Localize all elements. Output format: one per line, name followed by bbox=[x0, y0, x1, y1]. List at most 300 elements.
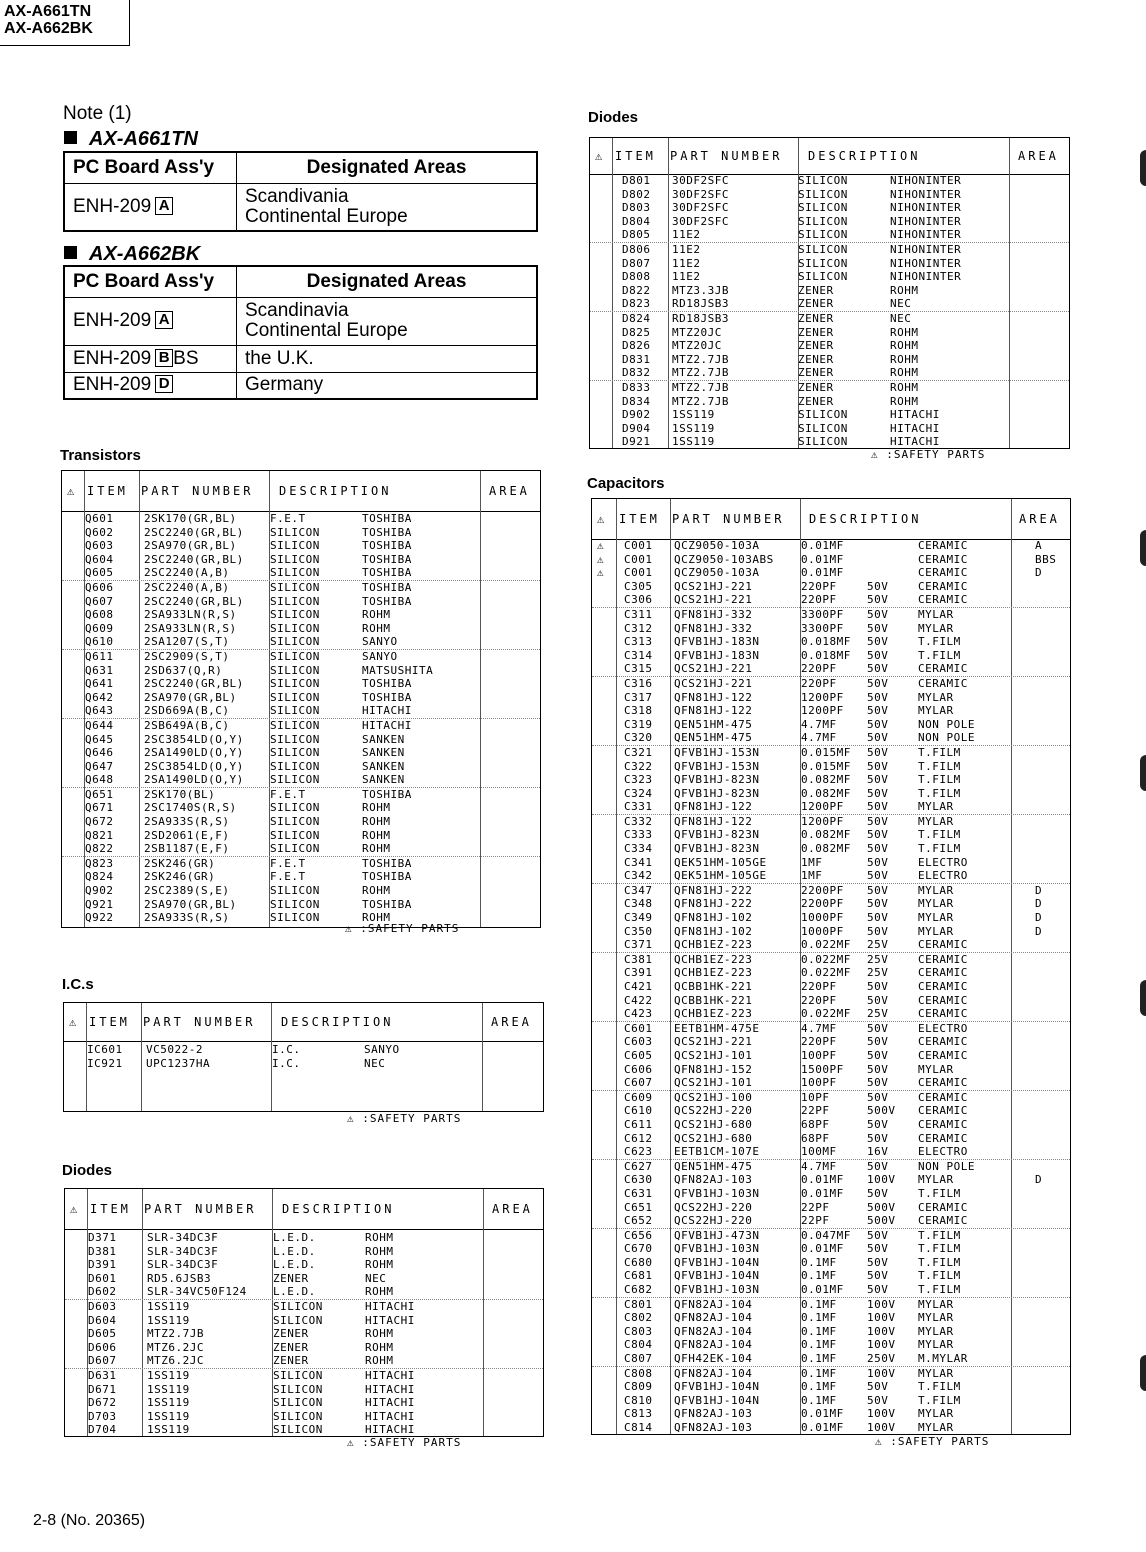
cell-value: 3300PF bbox=[801, 607, 844, 621]
table-row bbox=[65, 1396, 543, 1410]
cell-value: 0.01MF bbox=[801, 1407, 844, 1421]
cell-item: D601 bbox=[88, 1271, 117, 1285]
cell-item: C609 bbox=[624, 1090, 653, 1104]
table-row bbox=[590, 312, 1069, 326]
header-description: DESCRIPTION bbox=[809, 512, 922, 526]
cell-part-number: 1SS119 bbox=[672, 421, 715, 435]
cell-maker: TOSHIBA bbox=[362, 856, 412, 870]
cell-maker: NIHONINTER bbox=[890, 174, 962, 187]
cell-safety-icon: ⚠ bbox=[597, 539, 605, 552]
cell-type: T.FILM bbox=[918, 1228, 961, 1242]
cell-part-number: QCHB1EZ-223 bbox=[674, 952, 753, 966]
cell-part-number: QFVB1HJ-473N bbox=[674, 1228, 760, 1242]
table-row bbox=[62, 801, 540, 815]
cell-value: 0.015MF bbox=[801, 745, 851, 759]
cell-voltage: 50V bbox=[867, 607, 889, 621]
table-row bbox=[590, 297, 1069, 312]
cell-value: 68PF bbox=[801, 1117, 830, 1131]
cell-value: 1200PF bbox=[801, 704, 844, 718]
cell-item: C606 bbox=[624, 1062, 653, 1076]
cell-item: C803 bbox=[624, 1324, 653, 1338]
cell-value: 10PF bbox=[801, 1090, 830, 1104]
cell-type: MYLAR bbox=[918, 1311, 954, 1325]
cell-maker: SANKEN bbox=[362, 759, 405, 773]
cell-part-number: QFVB1HJ-103N bbox=[674, 1242, 760, 1256]
cell-item: C323 bbox=[624, 773, 653, 787]
cell-part-number: 2SK170(GR,BL) bbox=[144, 512, 237, 525]
cell-value: 0.047MF bbox=[801, 1228, 851, 1242]
cell-item: D921 bbox=[622, 435, 651, 449]
table-row bbox=[592, 662, 1070, 677]
area-code-box: D bbox=[155, 375, 173, 393]
cell-value: 0.1MF bbox=[801, 1352, 837, 1366]
cell-description: SILICON bbox=[270, 635, 320, 649]
cell-maker: ROHM bbox=[365, 1327, 394, 1341]
cell-part-number: 2SB649A(B,C) bbox=[144, 718, 230, 732]
cell-maker: ROHM bbox=[890, 394, 919, 408]
cell-voltage: 50V bbox=[867, 814, 889, 828]
cell-maker: HITACHI bbox=[365, 1409, 415, 1423]
cell-item: D391 bbox=[88, 1258, 117, 1272]
cell-value: 22PF bbox=[801, 1200, 830, 1214]
cell-voltage: 100V bbox=[867, 1366, 896, 1380]
cell-part-number: QFVB1HJ-103N bbox=[674, 1186, 760, 1200]
cell-description: SILICON bbox=[270, 842, 320, 856]
cell-part-number: 30DF2SFC bbox=[672, 174, 729, 187]
cell-item: C681 bbox=[624, 1269, 653, 1283]
cell-value: 220PF bbox=[801, 662, 837, 676]
cell-type: T.FILM bbox=[918, 635, 961, 649]
table-row bbox=[592, 1311, 1070, 1325]
cell-item: C331 bbox=[624, 800, 653, 814]
table-row bbox=[62, 829, 540, 843]
cell-part-number: MTZ6.2JC bbox=[147, 1340, 204, 1354]
cell-part-number: 11E2 bbox=[672, 256, 701, 270]
cell-maker: ROHM bbox=[365, 1258, 394, 1272]
cell-item: D672 bbox=[88, 1396, 117, 1410]
board-cell: ENH-209 A bbox=[64, 183, 237, 231]
table-row bbox=[592, 925, 1070, 939]
header-safety-icon: ⚠ bbox=[70, 1202, 81, 1216]
cell-item: Q651 bbox=[85, 787, 114, 801]
table-body bbox=[62, 512, 540, 925]
cell-item: C311 bbox=[624, 607, 653, 621]
header-safety-icon: ⚠ bbox=[67, 484, 78, 498]
cell-item: C349 bbox=[624, 911, 653, 925]
table-row bbox=[592, 1007, 1070, 1022]
cell-maker: HITACHI bbox=[890, 435, 940, 449]
cell-voltage: 500V bbox=[867, 1200, 896, 1214]
cell-item: C317 bbox=[624, 690, 653, 704]
cell-part-number: QCZ9050-103A bbox=[674, 539, 760, 552]
cell-part-number: QEK51HM-105GE bbox=[674, 855, 767, 869]
cell-value: 220PF bbox=[801, 593, 837, 607]
cell-item: D607 bbox=[88, 1354, 117, 1368]
area-code-box: A bbox=[155, 311, 173, 329]
cell-item: Q603 bbox=[85, 539, 114, 553]
diodes-left-table bbox=[64, 1188, 544, 1437]
cell-part-number: QCZ9050-103ABS bbox=[674, 552, 774, 566]
cell-description: L.E.D. bbox=[273, 1258, 316, 1272]
cell-maker: TOSHIBA bbox=[362, 512, 412, 525]
cell-description: I.C. bbox=[272, 1056, 301, 1070]
cell-item: C316 bbox=[624, 676, 653, 690]
cell-description: ZENER bbox=[798, 297, 834, 311]
cell-part-number: QFVB1HJ-104N bbox=[674, 1255, 760, 1269]
cell-area: D bbox=[1035, 897, 1043, 911]
cell-part-number: 2SA970(GR,BL) bbox=[144, 690, 237, 704]
table-body bbox=[65, 1231, 543, 1437]
cell-description: SILICON bbox=[270, 732, 320, 746]
area-code-box: B bbox=[155, 349, 173, 367]
cell-item: D823 bbox=[622, 297, 651, 311]
cell-part-number: QFN82AJ-103 bbox=[674, 1173, 753, 1187]
cell-part-number: 2SC2909(S,T) bbox=[144, 649, 230, 663]
cell-voltage: 50V bbox=[867, 745, 889, 759]
table-row bbox=[592, 593, 1070, 608]
cell-item: D806 bbox=[622, 242, 651, 256]
table-row bbox=[592, 1022, 1070, 1036]
cell-value: 0.1MF bbox=[801, 1269, 837, 1283]
cell-part-number: QCS21HJ-680 bbox=[674, 1117, 753, 1131]
cell-item: C603 bbox=[624, 1035, 653, 1049]
cell-description: SILICON bbox=[270, 649, 320, 663]
table-row bbox=[592, 856, 1070, 870]
cell-value: 22PF bbox=[801, 1104, 830, 1118]
cell-item: Q824 bbox=[85, 870, 114, 884]
cell-part-number: MTZ2.7JB bbox=[672, 352, 729, 366]
cell-part-number: EETB1HM-475E bbox=[674, 1021, 760, 1035]
cell-item: C306 bbox=[624, 593, 653, 607]
cell-item: C305 bbox=[624, 579, 653, 593]
cell-voltage: 50V bbox=[867, 676, 889, 690]
cell-description: SILICON bbox=[270, 677, 320, 691]
cell-item: D807 bbox=[622, 256, 651, 270]
cell-item: D832 bbox=[622, 366, 651, 380]
table-row bbox=[592, 966, 1070, 980]
cell-voltage: 50V bbox=[867, 717, 889, 731]
cell-item: D605 bbox=[88, 1327, 117, 1341]
cell-area: D bbox=[1035, 1173, 1043, 1187]
cell-voltage: 500V bbox=[867, 1104, 896, 1118]
cell-part-number: QFN81HJ-122 bbox=[674, 800, 753, 814]
cell-type: MYLAR bbox=[918, 1297, 954, 1311]
header-safety-icon: ⚠ bbox=[597, 512, 608, 526]
cell-type: MYLAR bbox=[918, 1366, 954, 1380]
safety-note: ⚠ :SAFETY PARTS bbox=[875, 1435, 990, 1448]
binding-hole bbox=[1140, 1355, 1146, 1391]
cell-item: D902 bbox=[622, 408, 651, 422]
cell-voltage: 50V bbox=[867, 1283, 889, 1297]
cell-part-number: QFVB1HJ-183N bbox=[674, 648, 760, 662]
cell-part-number: 2SA933S(R,S) bbox=[144, 815, 230, 829]
cell-value: 0.01MF bbox=[801, 552, 844, 566]
cell-part-number: QFN82AJ-104 bbox=[674, 1338, 753, 1352]
cell-value: 0.015MF bbox=[801, 759, 851, 773]
table-row bbox=[590, 257, 1069, 271]
cell-voltage: 100V bbox=[867, 1324, 896, 1338]
cell-voltage: 50V bbox=[867, 993, 889, 1007]
cell-item: Q608 bbox=[85, 608, 114, 622]
cell-value: 220PF bbox=[801, 676, 837, 690]
cell-type: T.FILM bbox=[918, 842, 961, 856]
table-row bbox=[65, 1272, 543, 1286]
header-item: ITEM bbox=[87, 484, 128, 498]
cell-voltage: 16V bbox=[867, 1145, 889, 1159]
cell-value: 0.022MF bbox=[801, 966, 851, 980]
cell-maker: NEC bbox=[890, 311, 912, 325]
table-row bbox=[592, 566, 1070, 580]
cell-item: C611 bbox=[624, 1117, 653, 1131]
table-row bbox=[592, 1283, 1070, 1298]
cell-value: 1200PF bbox=[801, 800, 844, 814]
cell-item: C810 bbox=[624, 1393, 653, 1407]
cell-type: CERAMIC bbox=[918, 938, 968, 952]
cell-description: ZENER bbox=[273, 1271, 309, 1285]
cell-description: L.E.D. bbox=[273, 1231, 316, 1244]
area-code-box: A bbox=[155, 197, 173, 215]
table-row bbox=[592, 649, 1070, 663]
cell-maker: HITACHI bbox=[365, 1368, 415, 1382]
cell-maker: NEC bbox=[364, 1056, 386, 1070]
section-title-capacitors: Capacitors bbox=[587, 475, 665, 492]
cell-item: Q646 bbox=[85, 746, 114, 760]
cell-description: SILICON bbox=[273, 1409, 323, 1423]
table-row bbox=[65, 1327, 543, 1341]
cell-item: D831 bbox=[622, 352, 651, 366]
table-row bbox=[592, 731, 1070, 746]
cell-voltage: 50V bbox=[867, 855, 889, 869]
col-areas: Designated Areas bbox=[237, 152, 538, 183]
cell-part-number: QFVB1HJ-823N bbox=[674, 842, 760, 856]
table-row bbox=[592, 553, 1070, 567]
cell-type: CERAMIC bbox=[918, 579, 968, 593]
cell-type: CERAMIC bbox=[918, 1131, 968, 1145]
cell-type: ELECTRO bbox=[918, 1145, 968, 1159]
note-title: Note (1) bbox=[63, 103, 132, 124]
cell-part-number: QFVB1HJ-183N bbox=[674, 635, 760, 649]
table-row bbox=[592, 1173, 1070, 1187]
cell-item: D805 bbox=[622, 228, 651, 242]
cell-part-number: MTZ2.7JB bbox=[147, 1327, 204, 1341]
diodes-right-table bbox=[589, 137, 1070, 449]
cell-part-number: 1SS119 bbox=[147, 1409, 190, 1423]
table-row bbox=[592, 1160, 1070, 1174]
cell-voltage: 50V bbox=[867, 897, 889, 911]
table-row bbox=[62, 512, 540, 526]
cell-area: A bbox=[1035, 539, 1043, 552]
cell-part-number: QFVB1HJ-103N bbox=[674, 1283, 760, 1297]
cell-maker: ROHM bbox=[362, 911, 391, 925]
cell-maker: HITACHI bbox=[365, 1313, 415, 1327]
cell-part-number: MTZ20JC bbox=[672, 325, 722, 339]
cell-item: C652 bbox=[624, 1214, 653, 1228]
cell-item: Q606 bbox=[85, 580, 114, 594]
table-row bbox=[592, 1145, 1070, 1160]
table-row bbox=[590, 408, 1069, 422]
cell-voltage: 50V bbox=[867, 1117, 889, 1131]
cell-item: D704 bbox=[88, 1423, 117, 1437]
cell-part-number: QFN82AJ-104 bbox=[674, 1324, 753, 1338]
cell-value: 0.01MF bbox=[801, 566, 844, 580]
cell-value: 0.082MF bbox=[801, 828, 851, 842]
table-row bbox=[592, 760, 1070, 774]
cell-type: CERAMIC bbox=[918, 539, 968, 552]
cell-description: SILICON bbox=[270, 911, 320, 925]
cell-value: 68PF bbox=[801, 1131, 830, 1145]
cell-value: 0.01MF bbox=[801, 1421, 844, 1434]
cell-voltage: 50V bbox=[867, 773, 889, 787]
cell-part-number: 11E2 bbox=[672, 242, 701, 256]
cell-part-number: QEK51HM-105GE bbox=[674, 869, 767, 883]
cell-maker: ROHM bbox=[362, 884, 391, 898]
section-title-diodes: Diodes bbox=[62, 1162, 113, 1179]
page-number: 2-8 (No. 20365) bbox=[33, 1512, 146, 1529]
binding-hole bbox=[1140, 150, 1146, 186]
cell-item: C332 bbox=[624, 814, 653, 828]
table-row bbox=[590, 243, 1069, 257]
cell-maker: HITACHI bbox=[365, 1299, 415, 1313]
cell-description: SILICON bbox=[798, 421, 848, 435]
cell-item: C341 bbox=[624, 855, 653, 869]
table-row bbox=[592, 911, 1070, 925]
cell-maker: ROHM bbox=[362, 608, 391, 622]
header-description: DESCRIPTION bbox=[281, 1015, 394, 1029]
cell-maker: TOSHIBA bbox=[362, 566, 412, 580]
cell-voltage: 50V bbox=[867, 1090, 889, 1104]
table-header bbox=[590, 138, 1069, 175]
cell-maker: NEC bbox=[365, 1271, 387, 1285]
header-part-number: PART NUMBER bbox=[672, 512, 785, 526]
cell-value: 100PF bbox=[801, 1048, 837, 1062]
table-row bbox=[592, 1132, 1070, 1146]
table-row bbox=[62, 773, 540, 788]
table-row bbox=[65, 1383, 543, 1397]
cell-description: SILICON bbox=[270, 525, 320, 539]
cell-part-number: QCHB1EZ-223 bbox=[674, 938, 753, 952]
table-row bbox=[590, 228, 1069, 243]
table-row bbox=[592, 1091, 1070, 1105]
cell-item: Q601 bbox=[85, 512, 114, 525]
table-row bbox=[590, 201, 1069, 215]
cell-voltage: 50V bbox=[867, 1159, 889, 1173]
table-row bbox=[590, 422, 1069, 436]
cell-part-number: QFN82AJ-104 bbox=[674, 1297, 753, 1311]
cell-maker: TOSHIBA bbox=[362, 690, 412, 704]
cell-voltage: 25V bbox=[867, 952, 889, 966]
header-safety-icon: ⚠ bbox=[595, 149, 606, 163]
table-row bbox=[592, 1187, 1070, 1201]
cell-item: D606 bbox=[88, 1340, 117, 1354]
cell-part-number: QCS22HJ-220 bbox=[674, 1104, 753, 1118]
table-row bbox=[592, 787, 1070, 801]
table-row bbox=[592, 897, 1070, 911]
table-row bbox=[64, 1057, 543, 1071]
cell-type: MYLAR bbox=[918, 1324, 954, 1338]
cell-item: C371 bbox=[624, 938, 653, 952]
board-cell: ENH-209 D bbox=[64, 372, 237, 399]
cell-value: 0.01MF bbox=[801, 539, 844, 552]
cell-part-number: QFVB1HJ-153N bbox=[674, 759, 760, 773]
cell-maker: SANKEN bbox=[362, 773, 405, 787]
cell-item: Q631 bbox=[85, 663, 114, 677]
cell-item: Q902 bbox=[85, 884, 114, 898]
areas-cell: Scandivania Continental Europe bbox=[237, 183, 538, 231]
table-row bbox=[65, 1369, 543, 1383]
cell-part-number: 2SC2240(A,B) bbox=[144, 580, 230, 594]
table-row bbox=[590, 381, 1069, 395]
cell-value: 4.7MF bbox=[801, 717, 837, 731]
cell-part-number: 2SA970(GR,BL) bbox=[144, 539, 237, 553]
cell-item: C801 bbox=[624, 1297, 653, 1311]
cell-item: D671 bbox=[88, 1382, 117, 1396]
cell-type: MYLAR bbox=[918, 1062, 954, 1076]
cell-description: SILICON bbox=[273, 1299, 323, 1313]
cell-type: CERAMIC bbox=[918, 952, 968, 966]
model-heading-text: AX-A662BK bbox=[89, 243, 201, 265]
cell-value: 2200PF bbox=[801, 897, 844, 911]
cell-description: SILICON bbox=[798, 270, 848, 284]
cell-item: C350 bbox=[624, 924, 653, 938]
cell-voltage: 50V bbox=[867, 924, 889, 938]
cell-maker: NIHONINTER bbox=[890, 214, 962, 228]
cell-part-number: QFN82AJ-104 bbox=[674, 1366, 753, 1380]
header-area: AREA bbox=[492, 1202, 533, 1216]
cell-part-number: QCS22HJ-220 bbox=[674, 1214, 753, 1228]
cell-value: 4.7MF bbox=[801, 1021, 837, 1035]
cell-item: C656 bbox=[624, 1228, 653, 1242]
cell-type: ELECTRO bbox=[918, 869, 968, 883]
board-cell: ENH-209 B BS bbox=[64, 345, 237, 372]
binding-hole bbox=[1140, 755, 1146, 791]
cell-description: L.E.D. bbox=[273, 1244, 316, 1258]
cell-type: MYLAR bbox=[918, 621, 954, 635]
table-row bbox=[592, 800, 1070, 815]
table-row bbox=[592, 1049, 1070, 1063]
cell-value: 0.1MF bbox=[801, 1393, 837, 1407]
cell-type: MYLAR bbox=[918, 897, 954, 911]
cell-item: C610 bbox=[624, 1104, 653, 1118]
cell-value: 4.7MF bbox=[801, 1159, 837, 1173]
cell-item: C320 bbox=[624, 731, 653, 745]
table-row bbox=[65, 1354, 543, 1369]
cell-type: CERAMIC bbox=[918, 1048, 968, 1062]
cell-part-number: 2SK170(BL) bbox=[144, 787, 216, 801]
section-title-ics: I.C.s bbox=[62, 976, 94, 993]
cell-value: 220PF bbox=[801, 579, 837, 593]
cell-description: ZENER bbox=[273, 1327, 309, 1341]
cell-description: ZENER bbox=[798, 352, 834, 366]
header-item: ITEM bbox=[89, 1015, 130, 1029]
cell-part-number: 2SC3854LD(O,Y) bbox=[144, 732, 244, 746]
cell-maker: TOSHIBA bbox=[362, 525, 412, 539]
cell-description: SILICON bbox=[273, 1313, 323, 1327]
cell-part-number: QFN81HJ-122 bbox=[674, 690, 753, 704]
cell-item: C601 bbox=[624, 1021, 653, 1035]
cell-item: Q645 bbox=[85, 732, 114, 746]
cell-part-number: QFN81HJ-222 bbox=[674, 883, 753, 897]
cell-part-number: 2SC2389(S,E) bbox=[144, 884, 230, 898]
col-areas: Designated Areas bbox=[237, 266, 538, 297]
table-row bbox=[65, 1314, 543, 1328]
cell-maker: ROHM bbox=[365, 1285, 394, 1299]
cell-voltage: 50V bbox=[867, 786, 889, 800]
cell-voltage: 50V bbox=[867, 869, 889, 883]
table-row bbox=[590, 174, 1069, 188]
cell-part-number: QFN82AJ-103 bbox=[674, 1407, 753, 1421]
cell-maker: SANKEN bbox=[362, 746, 405, 760]
cell-maker: SANKEN bbox=[362, 732, 405, 746]
